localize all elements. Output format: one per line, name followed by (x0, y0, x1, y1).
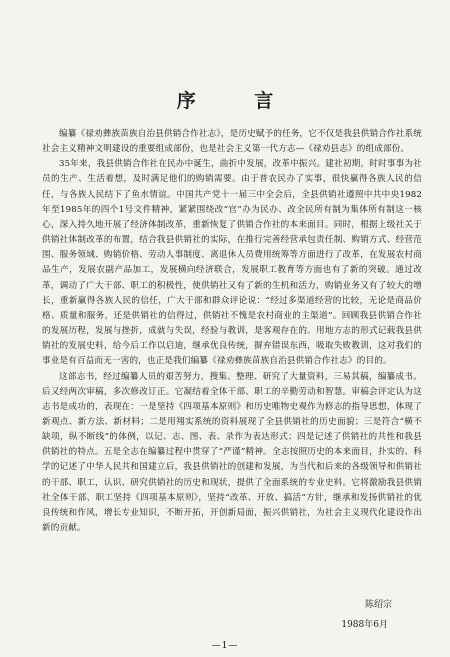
paragraph: 这部志书，经过编纂人员的艰苦努力，搜集、整理、研究了大量资料，三易其稿，编纂成书。后又经两次审稿，多次修改订正。它凝结着全体干部、职工的辛勤劳动和智慧。审稿会评定认为这志书是成功的，表现在：一是坚持《四项基本原则》和历史唯物史观作为修志的指导思想，体现了新观点、新方法、新材料；二是用翔实系统的资料展现了全县供销社的历史面貌；三是符合“横不缺项，纵不断线”的体例，以记、志、图、表、录作为表达形式；四是记述了供销社的共性和我县供销社的特点。五是全志在编纂过程中贯穿了“严谨”精神。全志按照历史的本来面目，扑实的、科学的记述了中华人民共和国建立后，我县供销社的创建和发展，为当代和后来的各级领导和供销社的干部、职工，认识、研究供销社的历史和现状，提供了全面系统的专业史料。它将激励我县供销社全体干部、职工坚持《四项基本原则》，坚持“改革、开放、搞活”方针，继承和发扬供销社的优良传统和作风，增长专业知识，不断开拓，开创新局面，振兴供销社，为社会主义现代化建设作出新的贡献。 (42, 371, 422, 534)
paragraph: 编纂《禄劝彝族苗族自治县供销合作社志》，是历史赋予的任务，它不仅是我县供销合作社系统社会主义精神文明建设的重要组成部份，也是社会主义第一代方志—《禄劝县志》的组成部份。 (42, 129, 422, 155)
page-title: 序 言 (176, 90, 300, 112)
paragraph: 35年来，我县供销合作社在民办中诞生，曲折中发展，改革中振兴。建社初期，时时事事为社员的生产、生活着想，及时满足他们的购销需要。由于普农民办了实事，很快赢得各族人民的信任，与各族人民结下了鱼水情谊。中国共产党十一届三中全会后，全县供销社遵照中共中央1982年至1985年的四个1号文件精神，紧紧围绕改“官”办为民办、改全民所有制为集体所有制这一核心，深入持久地开展了经济体制改革，重新恢复了供销合作社的本来面目。同时，根据上级社关于供销社体制改革的布置，结合我县供销社的实际，在推行完善经营承包责任制、购销方式、经营范围、服务领域、购销价格、劳动人事制度、离退休人员费用统筹等方面进行了改革，在发展农村商品生产，发展农副产品加工，发展横向经济联合，发展职工教育等方面也有了新的突破。通过改革，调动了广大干部、职工的积极性，使供销社又有了新的生机和活力，购销业务又有了较大的增长，重新赢得各族人民的信任，广大干部和群众评论说：“经过多渠道经营的比较，无论是商品价格、质量和服务，还是供销社的信得过，供销社不愧是农村商业的主渠道”。回顾我县供销合作社的发展历程，发展与挫折，成就与失误，经验与教训，是客观存在的。用地方志的形式记载我县供销社的发展史料，给今后工作以启迪，继承优良传统，摒弃错误东西，吸取失败教训，这对我们的事业是有百益而无一害的，也正是我们编纂《禄劝彝族苗族自治县供销合作社志》的目的。 (42, 159, 422, 367)
date: 1988年6月 (341, 620, 388, 630)
page-number: —1— (211, 641, 239, 651)
preface-body (42, 127, 422, 536)
author-signature: 陈绍宗 (364, 600, 392, 610)
